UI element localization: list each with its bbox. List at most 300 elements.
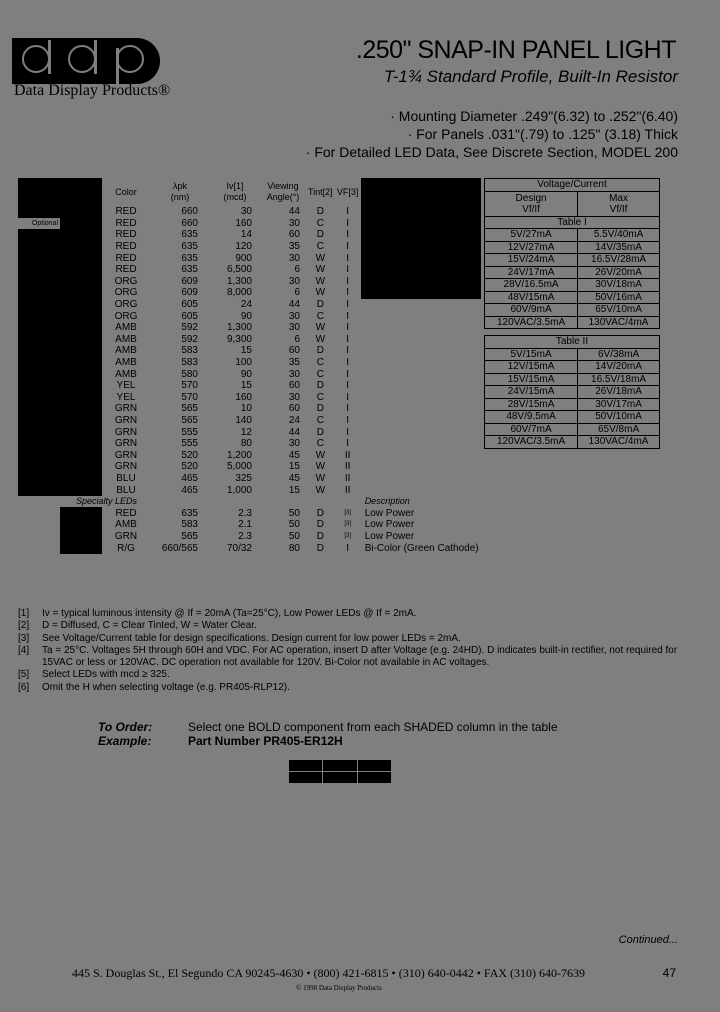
vf-cell: I — [346, 368, 350, 380]
lpk-cell: 465 — [181, 484, 198, 496]
led-code-cell — [60, 276, 102, 288]
lpk-cell: 635 — [181, 241, 198, 253]
color-cell: YEL — [116, 391, 136, 403]
led-code-cell — [60, 473, 102, 485]
voltage-cell — [361, 368, 481, 380]
tint-cell: D — [316, 229, 324, 241]
vf-cell: I — [346, 322, 350, 334]
spec-bullet-panels: · For Panels .031"(.79) to .125" (3.18) Thick — [407, 126, 678, 142]
iv-cell: 140 — [235, 414, 252, 426]
led-row — [18, 322, 481, 334]
tint-cell: D — [316, 519, 324, 531]
vf-cell: I — [346, 414, 350, 426]
footnote-key: [5] — [18, 669, 30, 681]
color-cell: ORG — [114, 275, 138, 287]
angle-cell: 30 — [288, 391, 300, 403]
logo-p-ring — [116, 45, 144, 73]
voltage-cell — [361, 334, 481, 346]
vf-cell: I — [346, 252, 350, 264]
iv-cell: 1,200 — [226, 449, 252, 461]
iv-cell: 24 — [240, 299, 252, 311]
led-row — [18, 218, 481, 230]
led-row — [18, 368, 481, 380]
led-row — [18, 380, 481, 392]
vf-cell: I — [346, 345, 350, 357]
design-value: 48V/9.5mA — [485, 411, 578, 424]
max-value: 30V/17mA — [578, 398, 660, 411]
led-code-cell — [60, 357, 102, 369]
led-row — [18, 206, 481, 218]
angle-cell: 6 — [294, 333, 300, 345]
col-angle-header — [260, 178, 306, 206]
max-label: Max — [609, 192, 628, 204]
led-row — [18, 357, 481, 369]
color-cell: ORG — [114, 287, 138, 299]
iv-cell: 120 — [235, 241, 252, 253]
led-row — [18, 241, 481, 253]
lpk-cell: 583 — [181, 357, 198, 369]
color-cell: GRN — [114, 403, 138, 415]
footnote — [18, 608, 690, 620]
max-value: 14V/35mA — [578, 241, 660, 254]
lpk-cell: 583 — [181, 345, 198, 357]
max-value: 50V/10mA — [578, 411, 660, 424]
copyright: © 1998 Data Display Products — [296, 984, 382, 992]
led-row — [18, 287, 481, 299]
color-cell: RED — [115, 217, 137, 229]
specialty-label: Specialty LEDs — [76, 496, 138, 507]
lpk-cell: 465 — [181, 472, 198, 484]
design-value: 24V/17mA — [485, 266, 578, 279]
lpk-cell: 635 — [181, 264, 198, 276]
vf-cell: [3] — [344, 521, 352, 528]
footnote-text: See Voltage/Current table for design specifications. Design current for low power LEDs = 2mA. — [42, 632, 461, 644]
part-box-header-2 — [323, 760, 357, 772]
iv-cell: 12 — [240, 426, 252, 438]
design-value: 24V/15mA — [485, 386, 578, 399]
part-box-header-3 — [357, 760, 391, 772]
led-row — [18, 415, 481, 427]
description-cell: Low Power — [364, 519, 415, 531]
max-value: 16.5V/28mA — [578, 254, 660, 267]
led-row — [18, 484, 481, 496]
design-value: 28V/15mA — [485, 398, 578, 411]
vf-cell: I — [346, 206, 350, 218]
led-code-cell — [60, 241, 102, 253]
color-cell: BLU — [116, 484, 136, 496]
tint-cell: W — [315, 264, 326, 276]
angle-cell: 45 — [288, 449, 300, 461]
lpk-cell: 520 — [181, 461, 198, 473]
logo-d2-stem — [94, 40, 97, 74]
led-code-cell — [60, 415, 102, 427]
tint-cell: D — [316, 380, 324, 392]
color-cell: AMB — [115, 368, 137, 380]
color-cell: ORG — [114, 310, 138, 322]
iv-cell: 15 — [240, 345, 252, 357]
angle-cell: 30 — [288, 252, 300, 264]
description-cell: Bi-Color (Green Cathode) — [364, 542, 479, 554]
iv-cell: 9,300 — [226, 333, 252, 345]
specialty-header-row — [18, 496, 481, 508]
lpk-cell: 592 — [181, 322, 198, 334]
vf-cell: II — [344, 484, 351, 496]
led-row — [18, 426, 481, 438]
voltage-cell — [361, 380, 481, 392]
voltage-cell — [361, 392, 481, 404]
col-vf-header: VF[3] — [336, 186, 359, 197]
tint-cell: W — [315, 484, 326, 496]
iv-cell: 100 — [235, 357, 252, 369]
voltage-cell — [361, 449, 481, 461]
footnote-key: [4] — [18, 644, 30, 656]
voltage-header-cell — [361, 192, 481, 206]
specialty-row — [18, 507, 481, 519]
color-cell: AMB — [115, 345, 137, 357]
design-value: 60V/9mA — [485, 304, 578, 317]
voltage-current-table — [484, 178, 660, 449]
model-cell — [18, 252, 60, 264]
footnote-key: [2] — [18, 620, 30, 632]
continued-note: Continued... — [618, 934, 678, 946]
part-box-voltage — [357, 772, 391, 784]
logo-d-ring — [22, 45, 50, 73]
voltage-cell — [361, 357, 481, 369]
logo-d-stem — [48, 40, 51, 74]
iv-cell: 325 — [235, 472, 252, 484]
model-cell — [18, 299, 60, 311]
lpk-cell: 520 — [181, 449, 198, 461]
iv-label: Iv[1] — [226, 181, 244, 191]
angle-cell: 35 — [288, 357, 300, 369]
max-value: 65V/8mA — [578, 423, 660, 436]
model-cell — [18, 229, 60, 241]
model-cell — [18, 206, 60, 218]
example-label: Example: — [98, 734, 152, 748]
iv-cell: 10 — [240, 403, 252, 415]
voltage-cell — [361, 264, 481, 276]
col-voltage-header: Voltage[4] — [361, 178, 481, 192]
vf-cell: I — [346, 229, 350, 241]
vc-table2-row — [485, 361, 660, 374]
led-row — [18, 299, 481, 311]
lpk-label: λpk — [172, 181, 187, 191]
lpk-cell: 570 — [181, 380, 198, 392]
vf-cell: I — [346, 217, 350, 229]
iv-cell: 90 — [240, 368, 252, 380]
voltage-cell — [361, 287, 481, 299]
led-row — [18, 310, 481, 322]
max-value: 14V/20mA — [578, 361, 660, 374]
model-cell — [18, 241, 60, 253]
part-box-model — [289, 772, 323, 784]
vf-cell: I — [346, 275, 350, 287]
vf-cell: I — [346, 357, 350, 369]
angle-cell: 45 — [288, 472, 300, 484]
angle-cell: 15 — [288, 461, 300, 473]
lpk-cell: 635 — [181, 252, 198, 264]
tint-cell: D — [316, 299, 324, 311]
model-cell — [18, 519, 60, 531]
footnote-key: [1] — [18, 608, 30, 619]
max-unit: Vf/If — [609, 203, 628, 215]
model-cell — [18, 403, 60, 415]
design-value: 48V/15mA — [485, 291, 578, 304]
model-cell — [18, 415, 60, 427]
col-led-header: LED's — [60, 178, 102, 192]
specialty-row — [18, 531, 481, 543]
model-cell — [18, 345, 60, 357]
iv-cell: 160 — [235, 391, 252, 403]
led-row — [18, 392, 481, 404]
model-cell — [18, 310, 60, 322]
vf-cell: I — [346, 299, 350, 311]
vc-table2-row — [485, 386, 660, 399]
color-cell: R/G — [117, 542, 135, 554]
max-value: 50V/16mA — [578, 291, 660, 304]
col-color-header: Color — [115, 186, 137, 197]
iv-cell: 1,300 — [226, 322, 252, 334]
voltage-cell — [361, 218, 481, 230]
vc-table2-row — [485, 373, 660, 386]
color-cell: BLU — [116, 472, 136, 484]
vf-cell: I — [346, 542, 350, 554]
voltage-cell — [361, 345, 481, 357]
angle-cell: 30 — [288, 275, 300, 287]
vf-cell: II — [344, 449, 351, 461]
led-code-cell — [60, 438, 102, 450]
color-cell: RED — [115, 206, 137, 218]
tint-cell: W — [315, 322, 326, 334]
vf-cell: I — [346, 310, 350, 322]
max-value: 130VAC/4mA — [578, 316, 660, 329]
tint-cell: C — [316, 241, 324, 253]
color-cell: GRN — [114, 426, 138, 438]
vc-table1-row — [485, 241, 660, 254]
angle-cell: 6 — [294, 287, 300, 299]
voltage-cell — [361, 484, 481, 496]
iv-cell: 5,000 — [226, 461, 252, 473]
angle-cell: 50 — [288, 519, 300, 531]
model-cell — [18, 461, 60, 473]
lpk-cell: 570 — [181, 391, 198, 403]
footer-address: 445 S. Douglas St., El Segundo CA 90245-4630 • (800) 421-6815 • (310) 640-0442 • FAX (310) 640-7639 — [72, 966, 586, 980]
tint-cell: D — [316, 345, 324, 357]
footnote-text: Iv = typical luminous intensity @ If = 20mA (Ta=25°C), Low Power LEDs @ If = 2mA. — [42, 608, 417, 619]
color-cell: RED — [115, 252, 137, 264]
voltage-cell — [361, 438, 481, 450]
max-value: 130VAC/4mA — [578, 436, 660, 449]
tint-cell: D — [316, 530, 324, 542]
led-code-cell — [60, 345, 102, 357]
model-cell — [18, 531, 60, 543]
color-cell: ORG — [114, 299, 138, 311]
iv-cell: 14 — [240, 229, 252, 241]
example-text: Part Number PR405-ER12H — [188, 734, 343, 748]
design-unit: Vf/If — [522, 203, 540, 215]
col-tint-header: Tint[2] — [308, 186, 333, 197]
page-title: .250" SNAP-IN PANEL LIGHT — [355, 36, 676, 64]
footnote-text: Omit the H when selecting voltage (e.g. PR405-RLP12). — [42, 681, 290, 693]
iv-cell: 15 — [240, 380, 252, 392]
vf-cell: II — [344, 472, 351, 484]
led-code-cell — [60, 264, 102, 276]
vc-table1-row — [485, 291, 660, 304]
led-code-cell — [60, 299, 102, 311]
vf-cell: I — [346, 380, 350, 392]
footnote — [18, 645, 690, 670]
led-row — [18, 252, 481, 264]
page-subtitle: T-1¾ Standard Profile, Built-In Resistor — [383, 67, 678, 86]
led-code-cell — [60, 392, 102, 404]
tint-cell: C — [316, 438, 324, 450]
design-value: 12V/15mA — [485, 361, 578, 374]
table-1-label: Table I — [485, 216, 660, 229]
lpk-unit: (nm) — [170, 192, 190, 202]
model-cell — [18, 357, 60, 369]
lpk-cell: 605 — [181, 299, 198, 311]
design-label: Design — [515, 192, 547, 204]
footnote-text: Ta = 25°C. Voltages 5H through 60H and VDC. For AC operation, insert D after Voltage (e.g. 24HD). D indicates built-in rectifier, not required for 15VAC or less or 120VAC. DC operation not available for 120V. Bi-Color not available in AC voltages. — [42, 644, 678, 669]
vc-table2-row — [485, 423, 660, 436]
vc-table1-row — [485, 304, 660, 317]
vf-cell: I — [346, 403, 350, 415]
footnote — [18, 669, 690, 681]
led-row — [18, 276, 481, 288]
tint-cell: D — [316, 206, 324, 218]
model-cell — [18, 542, 60, 554]
voltage-cell — [361, 299, 481, 311]
led-code-cell — [60, 507, 102, 519]
iv-cell: 8,000 — [226, 287, 252, 299]
led-header-cell — [60, 192, 102, 206]
lpk-cell: 660 — [181, 206, 198, 218]
tint-cell: W — [315, 472, 326, 484]
led-code-cell — [60, 519, 102, 531]
color-cell: GRN — [114, 414, 138, 426]
angle-cell: 30 — [288, 438, 300, 450]
vc-table1-row — [485, 266, 660, 279]
angle-label: Viewing — [267, 181, 299, 191]
model-cell — [18, 380, 60, 392]
color-cell: AMB — [115, 333, 137, 345]
tint-cell: W — [315, 275, 326, 287]
led-code-cell — [60, 252, 102, 264]
max-value: 26V/20mA — [578, 266, 660, 279]
max-value: 6V/38mA — [578, 348, 660, 361]
tint-cell: C — [316, 310, 324, 322]
voltage-cell — [361, 426, 481, 438]
vc-table1-row — [485, 229, 660, 242]
led-row — [18, 438, 481, 450]
col-model-header: Model — [18, 178, 60, 192]
vf-cell: I — [346, 333, 350, 345]
spec-bullet-led-data: · For Detailed LED Data, See Discrete Section, MODEL 200 — [305, 144, 678, 160]
vc-table1-row — [485, 279, 660, 292]
design-value: 15V/15mA — [485, 373, 578, 386]
tint-cell: W — [315, 461, 326, 473]
model-cell — [18, 473, 60, 485]
vc-table1-row — [485, 254, 660, 267]
voltage-cell — [361, 310, 481, 322]
vf-cell: I — [346, 241, 350, 253]
design-value: 5V/15mA — [485, 348, 578, 361]
model-cell — [18, 334, 60, 346]
tint-cell: D — [316, 507, 324, 519]
angle-cell: 30 — [288, 310, 300, 322]
logo-d2-ring — [68, 45, 96, 73]
color-cell: GRN — [114, 461, 138, 473]
model-cell — [18, 426, 60, 438]
part-box-header — [289, 760, 323, 772]
lpk-cell: 660 — [181, 217, 198, 229]
iv-cell: 6,500 — [226, 264, 252, 276]
lpk-cell: 635 — [181, 507, 198, 519]
vc-table2-row — [485, 398, 660, 411]
led-row — [18, 449, 481, 461]
description-cell: Low Power — [364, 530, 415, 542]
angle-cell: 24 — [288, 414, 300, 426]
voltage-cell — [361, 229, 481, 241]
led-code-cell — [60, 461, 102, 473]
tint-cell: C — [316, 368, 324, 380]
model-cell — [18, 276, 60, 288]
led-row — [18, 345, 481, 357]
iv-unit: (mcd) — [223, 192, 247, 202]
spec-bullet-mounting: · Mounting Diameter .249"(6.32) to .252"(6.40) — [390, 108, 678, 124]
table-2-label: Table II — [485, 336, 660, 349]
vf-cell: I — [346, 264, 350, 276]
part-box-led — [323, 772, 357, 784]
led-code-cell — [60, 426, 102, 438]
lpk-cell: 555 — [181, 438, 198, 450]
footnote-text: D = Diffused, C = Clear Tinted, W = Water Clear. — [42, 620, 257, 632]
vf-cell: [3] — [344, 509, 352, 516]
lpk-cell: 583 — [181, 519, 198, 531]
color-cell: GRN — [114, 449, 138, 461]
led-code-cell — [60, 287, 102, 299]
footnote — [18, 633, 690, 645]
tint-cell: C — [316, 217, 324, 229]
design-value: 28V/16.5mA — [485, 279, 578, 292]
led-code-cell — [60, 229, 102, 241]
led-row — [18, 334, 481, 346]
lpk-cell: 565 — [181, 403, 198, 415]
footnote-key: [3] — [18, 632, 30, 644]
angle-label-2: Angle(°) — [266, 192, 300, 202]
design-value: 15V/24mA — [485, 254, 578, 267]
lpk-cell: 580 — [181, 368, 198, 380]
footnote — [18, 682, 690, 694]
led-code-cell — [60, 206, 102, 218]
led-code-cell — [60, 542, 102, 554]
vf-cell: I — [346, 426, 350, 438]
iv-cell: 1,000 — [226, 484, 252, 496]
voltage-cell — [361, 276, 481, 288]
led-code-cell — [60, 403, 102, 415]
angle-cell: 60 — [288, 345, 300, 357]
footnotes — [18, 608, 690, 694]
vc-title: Voltage/Current — [485, 179, 660, 192]
color-cell: RED — [115, 229, 137, 241]
design-value: 120VAC/3.5mA — [485, 316, 578, 329]
specialty-spacer — [150, 496, 361, 508]
led-selection-table — [18, 178, 481, 554]
tint-cell: D — [316, 542, 324, 554]
led-code-cell — [60, 218, 102, 230]
color-cell: GRN — [114, 530, 138, 542]
footnote-key: [6] — [18, 681, 30, 693]
